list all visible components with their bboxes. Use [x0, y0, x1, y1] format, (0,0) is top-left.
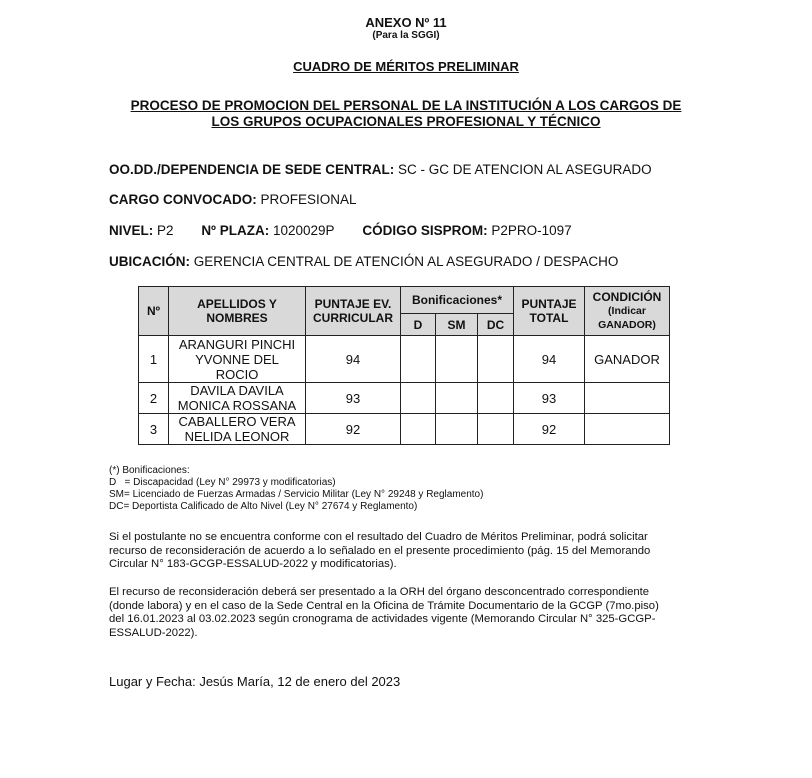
cell-condicion: GANADOR: [585, 336, 670, 383]
bonificaciones-notes: [109, 465, 483, 513]
header-puntaje-line-1: PUNTAJE EV.: [314, 297, 392, 311]
note-d: D = Discapacidad (Ley N° 29973 y modificatorias): [109, 477, 336, 488]
cell-puntaje: 92: [306, 414, 401, 445]
merits-table: [138, 286, 670, 445]
header-total: [514, 287, 585, 336]
header-condicion-line-1: CONDICIÓN: [592, 290, 662, 304]
header-condicion-line-2: (Indicar: [608, 305, 646, 317]
cell-name-line: CABALLERO VERA: [178, 414, 296, 429]
cell-sm: [436, 336, 478, 383]
header-sm: SM: [436, 314, 478, 336]
header-d: D: [401, 314, 436, 336]
dependencia-label: OO.DD./DEPENDENCIA DE SEDE CENTRAL:: [109, 162, 395, 177]
header-names-line-2: NOMBRES: [206, 311, 268, 325]
note-sm: SM= Licenciado de Fuerzas Armadas / Servicio Militar (Ley N° 29248 y Reglamento): [109, 489, 484, 500]
header-puntaje-line-2: CURRICULAR: [313, 311, 393, 325]
cell-puntaje: 94: [306, 336, 401, 383]
header-puntaje: [306, 287, 401, 336]
cell-name-line: MONICA ROSSANA: [177, 398, 297, 413]
annex-subtitle: (Para la SGGI): [372, 30, 440, 41]
header-names-line-1: APELLIDOS Y: [197, 297, 277, 311]
proceso-title: [0, 98, 812, 130]
annex-title: ANEXO Nº 11: [365, 15, 447, 30]
dependencia-field: [109, 162, 652, 177]
cell-name-line: YVONNE DEL: [195, 351, 279, 367]
paragraph-line: recurso de reconsideración de acuerdo a lo señalado en el presente procedimiento (pág. 15 del Memorando: [109, 544, 651, 557]
cell-condicion: [585, 414, 670, 445]
proceso-title-line-1: PROCESO DE PROMOCION DEL PERSONAL DE LA INSTITUCIÓN A LOS CARGOS DE: [130, 98, 682, 113]
lugar-fecha: Lugar y Fecha: Jesús María, 12 de enero del 2023: [109, 674, 401, 689]
cell-total: 94: [514, 336, 585, 383]
cell-dc: [478, 414, 514, 445]
header-condicion-line-3: GANADOR): [598, 319, 656, 331]
plaza-value: 1020029P: [273, 223, 335, 238]
cell-sm: [436, 383, 478, 414]
cell-name: [169, 414, 306, 445]
header-total-line-1: PUNTAJE: [521, 297, 577, 311]
cell-dc: [478, 383, 514, 414]
cell-d: [401, 383, 436, 414]
cell-dc: [478, 336, 514, 383]
header-bonificaciones: Bonificaciones*: [401, 287, 514, 314]
cuadro-title: CUADRO DE MÉRITOS PRELIMINAR: [293, 59, 519, 74]
cell-puntaje: 93: [306, 383, 401, 414]
reconsideracion-paragraph: [109, 531, 709, 572]
table-row: [139, 336, 670, 383]
paragraph-line: El recurso de reconsideración deberá ser presentado a la ORH del órgano desconcentrado correspondiente: [109, 586, 650, 598]
cell-num: 3: [139, 414, 169, 445]
proceso-title-line-2: LOS GRUPOS OCUPACIONALES PROFESIONAL Y TÉCNICO: [211, 114, 601, 129]
cell-num: 2: [139, 383, 169, 414]
header-condicion: [585, 287, 670, 336]
cargo-field: [109, 192, 357, 207]
presentacion-paragraph: [109, 586, 709, 640]
cell-total: 92: [514, 414, 585, 445]
note-dc: DC= Deportista Calificado de Alto Nivel (Ley N° 27674 y Reglamento): [109, 501, 418, 512]
header-dc: DC: [478, 314, 514, 336]
nivel-value: P2: [157, 223, 174, 238]
notes-title: (*) Bonificaciones:: [109, 465, 190, 476]
nivel-label: NIVEL:: [109, 223, 154, 238]
header-total-line-2: TOTAL: [529, 311, 569, 325]
cell-num: 1: [139, 336, 169, 383]
sisprom-label: CÓDIGO SISPROM:: [362, 223, 488, 238]
paragraph-line: Circular N° 183-GCGP-ESSALUD-2022 y modificatorias).: [109, 558, 397, 570]
cell-name-line: NELIDA LEONOR: [184, 429, 290, 444]
paragraph-line: Si el postulante no se encuentra conforme con el resultado del Cuadro de Méritos Preliminar, podrá solicitar: [109, 531, 648, 543]
table-header-row: [139, 287, 670, 314]
cell-condicion: [585, 383, 670, 414]
cell-sm: [436, 414, 478, 445]
cell-d: [401, 336, 436, 383]
paragraph-line: (donde labora) y en el caso de la Sede Central en la Oficina de Trámite Documentario de la GCGP (7mo.piso): [109, 599, 659, 612]
cell-name-line: DAVILA DAVILA: [190, 383, 284, 398]
cell-name-line: ARANGURI PINCHI: [178, 336, 296, 352]
header-names: [169, 287, 306, 336]
ubicacion-field: [109, 254, 618, 269]
cell-d: [401, 414, 436, 445]
table-row: [139, 383, 670, 414]
ubicacion-label: UBICACIÓN:: [109, 254, 190, 269]
plaza-label: Nº PLAZA:: [201, 223, 270, 238]
nivel-field: [109, 223, 572, 238]
cell-name: [169, 383, 306, 414]
paragraph-line: del 16.01.2023 al 03.02.2023 según cronograma de actividades vigente (Memorando Circular N° 325-GCGP-: [109, 613, 656, 625]
cell-name: [169, 336, 306, 383]
paragraph-line: ESSALUD-2022).: [109, 626, 198, 639]
table-row: [139, 414, 670, 445]
dependencia-value: SC - GC DE ATENCION AL ASEGURADO: [398, 162, 652, 177]
cell-total: 93: [514, 383, 585, 414]
sisprom-value: P2PRO-1097: [491, 223, 572, 238]
cargo-label: CARGO CONVOCADO:: [109, 192, 257, 207]
cargo-value: PROFESIONAL: [260, 192, 357, 207]
header-num: Nº: [139, 287, 169, 336]
ubicacion-value: GERENCIA CENTRAL DE ATENCIÓN AL ASEGURADO / DESPACHO: [193, 254, 619, 269]
cell-name-line: ROCIO: [215, 366, 259, 382]
